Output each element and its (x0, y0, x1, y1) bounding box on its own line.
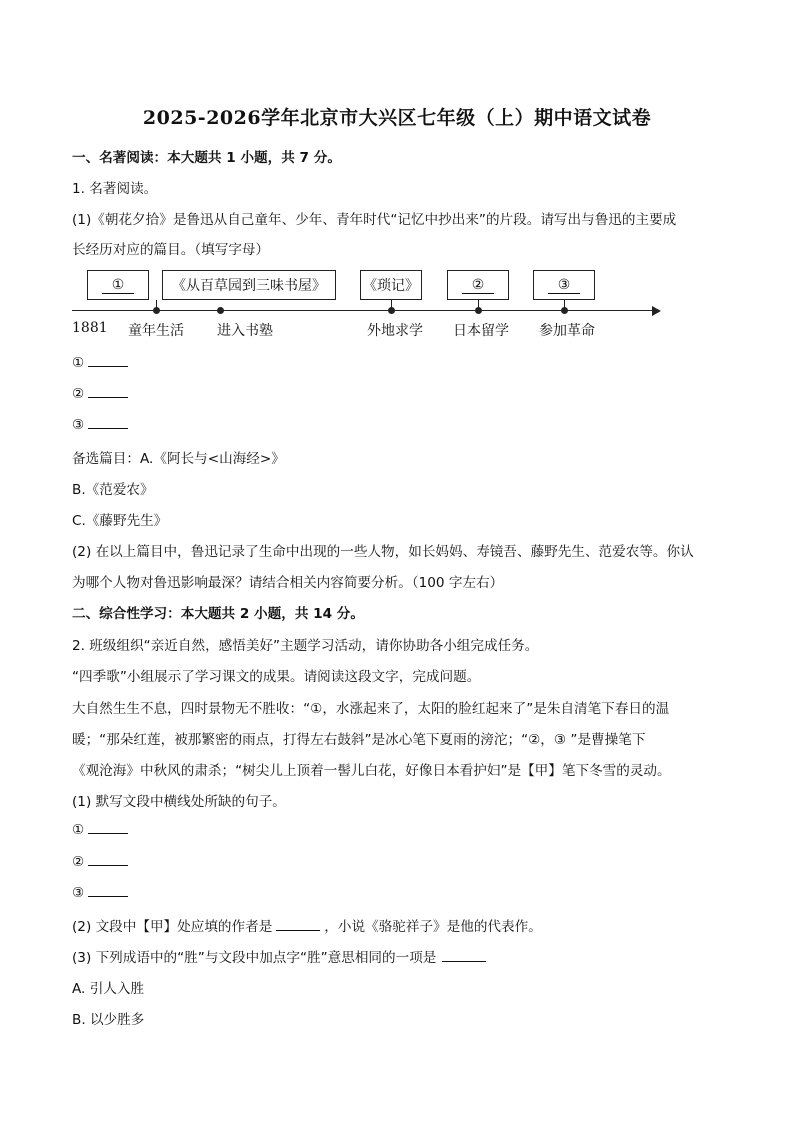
q2-answer-2 (72, 853, 128, 870)
q1-answer-1 (72, 354, 128, 371)
answer-number: ② (72, 386, 85, 402)
timeline-label-japan: 日本留学 (453, 323, 509, 339)
answer-blank[interactable] (88, 853, 128, 866)
timeline-box-2 (162, 270, 336, 300)
q2-answer-1 (72, 821, 128, 838)
section2-heading: 二、综合性学习：本大题共 2 小题，共 14 分。 (72, 606, 364, 622)
answer-blank[interactable] (88, 385, 128, 398)
q2-intro: “四季歌”小组展示了学习课文的成果。请阅读这段文字，完成问题。 (72, 669, 481, 685)
timeline-box-5 (533, 270, 595, 300)
q2-passage-line2: 暖；“那朵红莲，被那繁密的雨点，打得左右鼓斜”是冰心笔下夏雨的滂沱；“②，③ ”是曹操笔下 (72, 732, 646, 748)
q2-sub1: (1) 默写文段中横线处所缺的句子。 (72, 794, 286, 810)
timeline-box-4-text: ② (462, 277, 495, 294)
answer-number: ③ (72, 417, 85, 433)
q2-stem: 2. 班级组织“亲近自然，感悟美好”主题学习活动，请你协助各小组完成任务。 (72, 638, 539, 654)
timeline-diagram (72, 264, 672, 344)
timeline-dot (388, 307, 395, 314)
timeline-box-2-text: 《从百草园到三味书屋》 (172, 278, 326, 294)
q2-option-b: B. 以少胜多 (72, 1012, 145, 1028)
answer-blank[interactable] (88, 821, 128, 834)
timeline-arrowhead (652, 306, 661, 316)
q1-answer-3 (72, 416, 128, 433)
timeline-label-school: 进入书塾 (217, 323, 273, 339)
timeline-dot (217, 307, 224, 314)
author-blank[interactable] (276, 918, 320, 931)
choice-blank[interactable] (442, 949, 486, 962)
timeline-dot (475, 307, 482, 314)
timeline-box-3-text: 《琐记》 (363, 278, 419, 294)
answer-blank[interactable] (88, 354, 128, 367)
exam-title: 2025-2026学年北京市大兴区七年级（上）期中语文试卷 (142, 107, 652, 129)
q2-passage-line3: 《观沧海》中秋风的肃杀；“树尖儿上顶着一髻儿白花，好像日本看护妇”是【甲】笔下冬雪的灵动。 (72, 763, 671, 779)
q1-option-b: B.《范爱农》 (72, 482, 154, 498)
timeline-box-5-text: ③ (548, 277, 581, 294)
q1-stem: 1. 名著阅读。 (72, 181, 158, 197)
timeline-label-revolution: 参加革命 (539, 323, 595, 339)
answer-number: ① (72, 355, 85, 371)
q1-part2-line2: 为哪个人物对鲁迅影响最深？请结合相关内容简要分析。（100 字左右） (72, 575, 504, 591)
timeline-label-study-away: 外地求学 (367, 323, 423, 339)
q1-part1-line2: 长经历对应的篇目。（填写字母） (72, 242, 270, 258)
answer-blank[interactable] (88, 416, 128, 429)
q2-sub2-after: ，小说《骆驼祥子》是他的代表作。 (324, 919, 542, 935)
answer-blank[interactable] (88, 884, 128, 897)
q2-option-a: A. 引人入胜 (72, 981, 145, 997)
timeline-box-1-text: ① (102, 277, 135, 294)
answer-number: ③ (72, 885, 85, 901)
answer-number: ② (72, 854, 85, 870)
q1-answer-2 (72, 385, 128, 402)
timeline-dot (153, 307, 160, 314)
answer-number: ① (72, 822, 85, 838)
q1-part2-line1: (2) 在以上篇目中，鲁迅记录了生命中出现的一些人物，如长妈妈、寿镜吾、藤野先生、范爱农等。你认 (72, 544, 694, 560)
q2-sub3 (72, 946, 486, 966)
timeline-box-4 (447, 270, 509, 300)
q1-options-lead: 备选篇目：A.《阿长与<山海经>》 (72, 451, 285, 467)
timeline-box-1 (87, 270, 149, 300)
timeline-label-year: 1881 (72, 320, 108, 336)
timeline-label-childhood: 童年生活 (128, 323, 184, 339)
q2-answer-3 (72, 884, 128, 901)
timeline-box-3 (360, 270, 422, 300)
section1-heading: 一、名著阅读：本大题共 1 小题，共 7 分。 (72, 150, 341, 166)
q1-option-c: C.《藤野先生》 (72, 513, 168, 529)
timeline-dot (561, 307, 568, 314)
q2-sub2-before: (2) 文段中【甲】处应填的作者是 (72, 919, 273, 935)
q2-sub2 (72, 915, 542, 935)
q2-sub3-text: (3) 下列成语中的“胜”与文段中加点字“胜”意思相同的一项是 (72, 950, 437, 966)
q1-part1-line1: (1)《朝花夕拾》是鲁迅从自己童年、少年、青年时代“记忆中抄出来”的片段。请写出与鲁迅的主要成 (72, 212, 677, 228)
q2-passage-line1: 大自然生生不息，四时景物无不胜收：“①，水涨起来了，太阳的脸红起来了”是朱自清笔下春日的温 (72, 701, 670, 717)
